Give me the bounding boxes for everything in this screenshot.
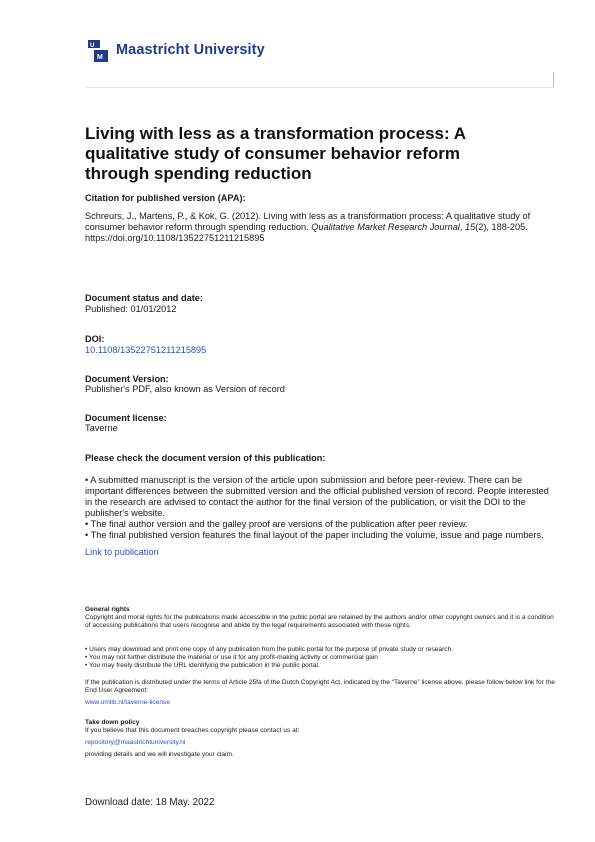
citation-volume: 15 xyxy=(464,222,476,232)
check-bullet: • The final author version and the galley proof are versions of the publication after peer review. xyxy=(85,519,468,529)
citation-heading: Citation for published version (APA): xyxy=(85,193,246,203)
university-logo xyxy=(86,38,266,64)
logo-text: Maastricht University xyxy=(116,42,265,58)
link-to-publication[interactable]: Link to publication xyxy=(85,547,159,557)
citation-journal: Qualitative Market Research Journal xyxy=(311,222,460,232)
status-heading: Document status and date: xyxy=(85,293,203,303)
rights-bullet: • You may freely distribute the URL identifying the publication in the public portal. xyxy=(85,662,320,670)
takedown-heading: Take down policy xyxy=(85,719,140,726)
corner-mark xyxy=(553,72,554,88)
svg-text:M: M xyxy=(97,54,103,61)
general-rights-list xyxy=(85,646,555,670)
taverne-license-link[interactable]: www.umlib.nl/taverne-license xyxy=(85,699,171,706)
doi-heading: DOI: xyxy=(85,334,105,344)
rights-bullet: • You may not further distribute the material or use it for any profit-making activity or commercial gain xyxy=(85,654,378,662)
rights-bullet: • Users may download and print one copy of any publication from the public portal for the purpose of private study or research. xyxy=(85,646,454,653)
document-title: Living with less as a transformation process: A qualitative study of consumer behavior reform through spending reduction xyxy=(85,124,466,183)
svg-text:U: U xyxy=(90,43,95,49)
check-bullet: • A submitted manuscript is the version of the article upon submission and before peer-review. There can be important differences between the submitted version and the official published version of record. People interested in the research are advised to contact the author for the final version of the publication, or visit the DOI to the publisher's website. xyxy=(85,475,549,518)
citation-authors-title: Schreurs, J., Martens, P., & Kok, G. (2012). Living with less as a transformation process: A qualitative study of consumer behavior reform through spending reduction. xyxy=(85,211,531,232)
status-value: Published: 01/01/2012 xyxy=(85,304,177,314)
doi-link[interactable]: 10.1108/13522751211215895 xyxy=(85,345,207,355)
repository-email-link[interactable]: repository@maastrichtuniversity.nl xyxy=(85,739,186,746)
citation-separator: , xyxy=(459,222,465,232)
download-date: Download date: 18 May. 2022 xyxy=(85,797,215,808)
check-bullet: • The final published version features the final layout of the paper including the volume, issue and page numbers. xyxy=(85,530,544,540)
version-value: Publisher's PDF, also known as Version of record xyxy=(85,384,285,394)
general-rights-text: Copyright and moral rights for the publications made accessible in the public portal are retained by the authors and/or other copyright owners and it is a condition of accessing publications that users recognise and abide by the legal requirements associated with these rights. xyxy=(85,614,554,630)
citation-text xyxy=(85,211,545,244)
distribution-text: If the publication is distributed under the terms of Article 25fa of the Dutch Copyright Act, indicated by the “Taverne” license above, please follow below link for the End User Agreement: xyxy=(85,679,555,695)
license-heading: Document license: xyxy=(85,413,167,423)
takedown-text: If you believe that this document breaches copyright please contact us at: xyxy=(85,727,300,734)
takedown-final-text: providing details and we will investigate your claim. xyxy=(85,751,234,758)
citation-pages-doi: (2), 188-205. https://doi.org/10.1108/13522751211215895 xyxy=(85,222,528,243)
check-version-heading: Please check the document version of this publication: xyxy=(85,453,326,463)
general-rights-heading: General rights xyxy=(85,606,130,613)
um-logo-mark-icon xyxy=(86,38,110,64)
header-divider xyxy=(86,87,554,88)
check-version-list xyxy=(85,475,550,541)
license-value: Taverne xyxy=(85,423,118,433)
version-heading: Document Version: xyxy=(85,374,169,384)
